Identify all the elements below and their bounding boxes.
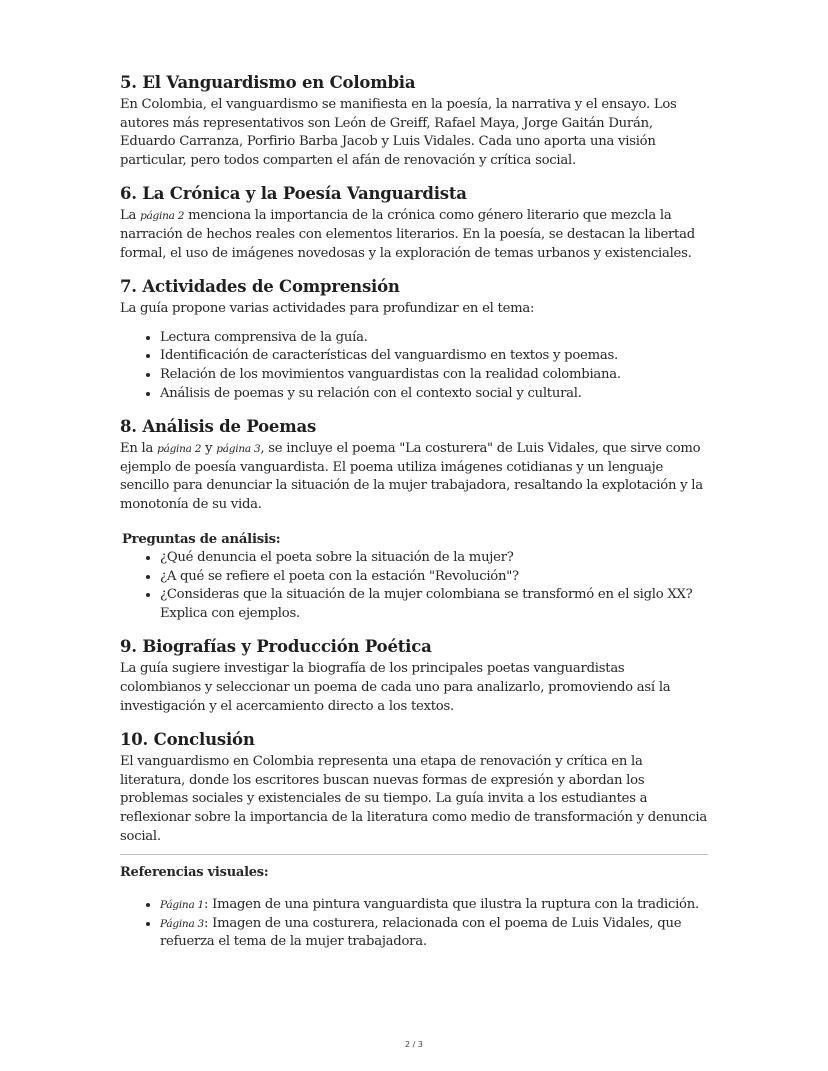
section-5-title: 5. El Vanguardismo en Colombia	[120, 73, 416, 92]
section-7-intro: La guía propone varias actividades para profundizar en el tema:	[120, 301, 535, 317]
activities-list	[120, 329, 708, 403]
section-6-text-post: menciona la importancia de la crónica como género literario que mezcla la narración de hechos reales con elementos literarios. En la poesía, se destacan la libertad formal, el uso de imágenes novedosas y la exploración de temas urbanos y existenciales.	[120, 208, 695, 261]
questions-title: Preguntas de análisis:	[122, 531, 281, 547]
list-item: • Lectura comprensiva de la guía.	[160, 329, 708, 348]
list-item	[160, 915, 708, 952]
section-8-title: 8. Análisis de Poemas	[120, 417, 317, 437]
questions-list	[120, 549, 708, 623]
section-9	[120, 636, 708, 716]
list-item: • ¿A qué se refiere el poeta con la estación "Revolución"?	[160, 568, 708, 587]
section-8-text-post: , se incluye el poema "La costurera" de Luis Vidales, que sirve como ejemplo de poesía vanguardista. El poema utiliza imágenes cotidianas y un lenguaje sencillo para denunciar la situación de la mujer trabajadora, resaltando la explotación y la monotonía de su vida.	[120, 441, 703, 512]
section-6-title: 6. La Crónica y la Poesía Vanguardista	[120, 184, 467, 204]
page-ref-3: Página 3	[160, 917, 204, 930]
page-ref-2: página 2	[157, 443, 202, 456]
page-ref-1: Página 1	[160, 899, 204, 912]
section-5	[120, 72, 708, 170]
document-page	[120, 72, 708, 952]
list-item: • ¿Qué denuncia el poeta sobre la situación de la mujer?	[160, 549, 708, 568]
page-ref-2: página 2	[140, 210, 185, 223]
section-6-text-pre: La	[120, 208, 141, 224]
section-8-text-pre: En la	[120, 441, 158, 457]
section-10	[120, 729, 708, 846]
section-7	[120, 276, 708, 403]
section-5-body: En Colombia, el vanguardismo se manifiesta en la poesía, la narrativa y el ensayo. Los autores más representativos son León de Greiff, Rafael Maya, Jorge Gaitán Durán, Eduardo Carranza, Porfirio Barba Jacob y Luis Vidales. Cada uno aporta una visión particular, pero todos comparten el afán de renovación y crítica social.	[120, 97, 677, 168]
section-9-body: La guía sugiere investigar la biografía de los principales poetas vanguardistas colombianos y seleccionar un poema de cada uno para analizarlo, promoviendo así la investigación y el acercamiento directo a los textos.	[120, 661, 671, 714]
section-6	[120, 183, 708, 263]
list-item: • Análisis de poemas y su relación con el contexto social y cultural.	[160, 385, 708, 404]
page-ref-3: página 3	[216, 443, 261, 456]
list-item: • Identificación de características del vanguardismo en textos y poemas.	[160, 347, 708, 366]
list-item: • Relación de los movimientos vanguardistas con la realidad colombiana.	[160, 366, 708, 385]
section-8	[120, 416, 708, 623]
list-item: • ¿Consideras que la situación de la mujer colombiana se transformó en el siglo XX? Explica con ejemplos.	[160, 586, 708, 623]
divider	[120, 854, 708, 855]
references-title: Referencias visuales:	[120, 865, 269, 881]
section-10-body: El vanguardismo en Colombia representa una etapa de renovación y crítica en la literatura, donde los escritores buscan nuevas formas de expresión y abordan los problemas sociales y existenciales de su tiempo. La guía invita a los estudiantes a reflexionar sobre la importancia de la literatura como medio de transformación y denuncia social.	[120, 754, 707, 844]
section-10-title: 10. Conclusión	[120, 730, 255, 750]
section-6-body	[120, 207, 708, 263]
section-8-text-mid: y	[201, 441, 217, 457]
section-8-body	[120, 440, 708, 514]
list-item	[160, 896, 708, 915]
references-list	[120, 896, 708, 952]
page-number: 2 / 3	[405, 1040, 423, 1049]
section-9-title: 9. Biografías y Producción Poética	[120, 637, 432, 657]
section-7-title: 7. Actividades de Comprensión	[120, 277, 400, 297]
reference-text: : Imagen de una pintura vanguardista que ilustra la ruptura con la tradición.	[203, 897, 699, 913]
reference-text: : Imagen de una costurera, relacionada con el poema de Luis Vidales, que refuerza el tema de la mujer trabajadora.	[160, 915, 682, 950]
